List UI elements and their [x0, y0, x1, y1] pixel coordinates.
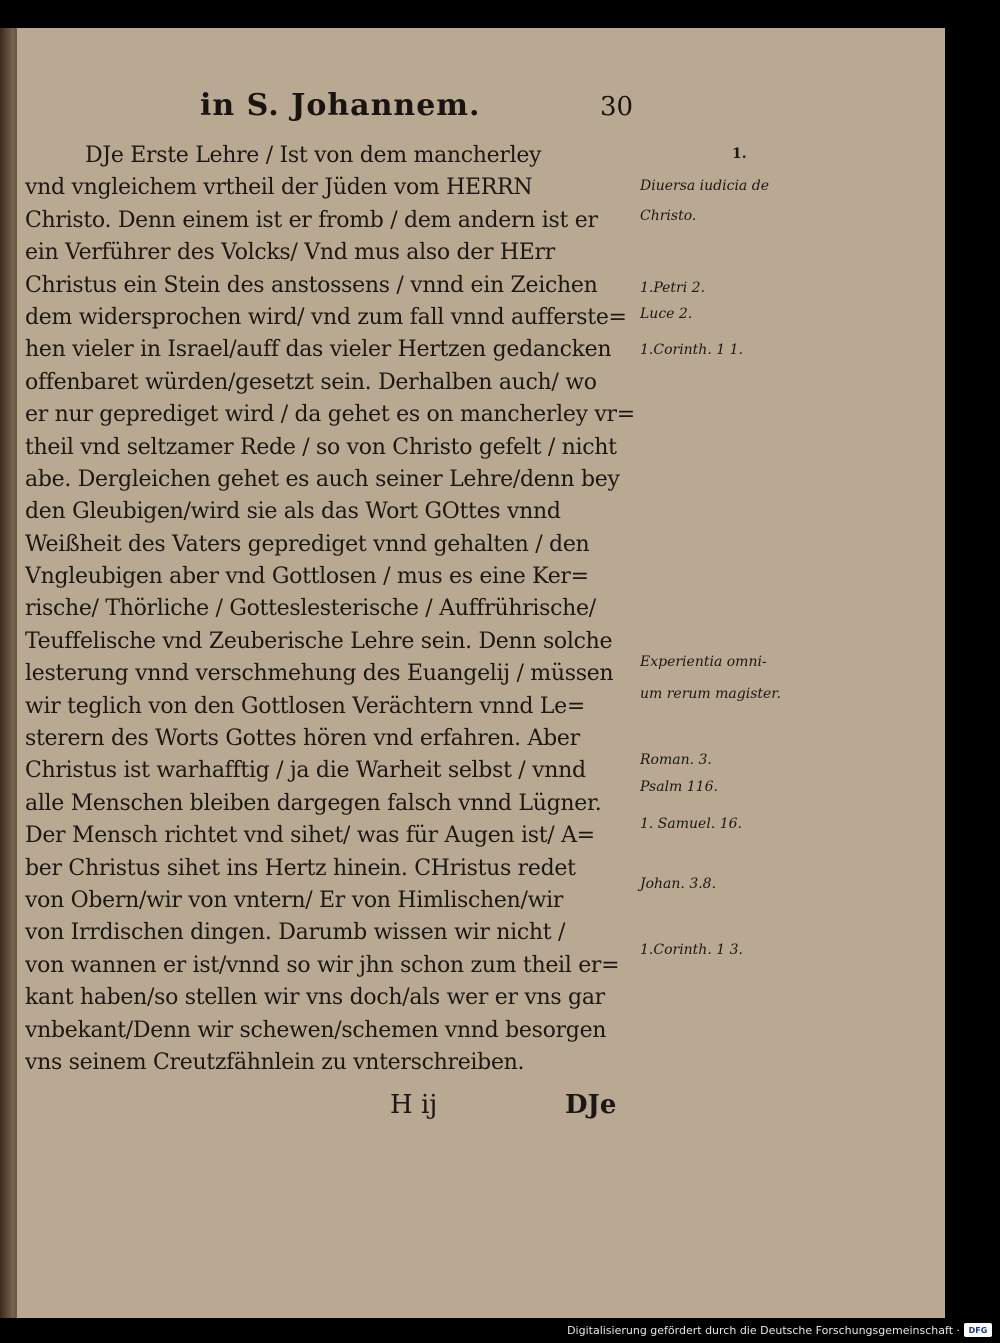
text-line: Christo. Denn einem ist er fromb / dem andern ist er — [25, 207, 598, 233]
text-line: von Obern/wir von vntern/ Er von Himlischen/wir — [25, 887, 564, 913]
body-text — [25, 140, 645, 1079]
signature-mark: H ij — [390, 1090, 438, 1120]
page-number: 30 — [600, 92, 634, 122]
margin-note: 1.Petri 2. — [640, 280, 706, 296]
text-line: vnbekant/Denn wir schewen/schemen vnnd besorgen — [25, 1017, 607, 1043]
running-head: in S. Johannem. — [200, 88, 481, 123]
text-line: Christus ein Stein des anstossens / vnnd ein Zeichen — [25, 272, 598, 298]
margin-note: Diuersa iudicia de — [640, 178, 769, 194]
text-line: hen vieler in Israel/auff das vieler Hertzen gedancken — [25, 337, 612, 363]
text-line: vnd vngleichem vrtheil der Jüden vom HERRN — [25, 175, 533, 201]
margin-note: Psalm 116. — [640, 779, 718, 795]
text-line: Teuffelische vnd Zeuberische Lehre sein. Denn solche — [25, 628, 613, 654]
text-line: offenbaret würden/gesetzt sein. Derhalben auch/ wo — [25, 369, 597, 395]
margin-note: Johan. 3.8. — [640, 876, 717, 892]
digitization-credit: Digitalisierung gefördert durch die Deutsche Forschungsgemeinschaft · — [567, 1324, 960, 1337]
text-line: DJe Erste Lehre / Ist von dem mancherley — [85, 143, 542, 168]
text-line: Vngleubigen aber vnd Gottlosen / mus es eine Ker= — [25, 564, 589, 590]
text-line: dem widersprochen wird/ vnd zum fall vnnd aufferste= — [25, 304, 627, 330]
margin-note: 1.Corinth. 1 3. — [640, 942, 743, 958]
text-line: den Gleubigen/wird sie als das Wort GOttes vnnd — [25, 499, 561, 525]
margin-note: um rerum magister. — [640, 686, 781, 702]
text-line: er nur geprediget wird / da gehet es on mancherley vr= — [25, 402, 635, 428]
text-line: kant haben/so stellen wir vns doch/als wer er vns gar — [25, 985, 605, 1011]
dfg-logo — [964, 1323, 992, 1337]
margin-note: Luce 2. — [640, 306, 693, 322]
dfg-logo-text: DFG — [968, 1325, 988, 1335]
text-line: lesterung vnnd verschmehung des Euangelij / müssen — [25, 661, 614, 687]
catchword: DJe — [565, 1090, 617, 1120]
text-line: von Irrdischen dingen. Darumb wissen wir nicht / — [25, 920, 566, 946]
text-line: rische/ Thörliche / Gotteslesterische / Auffrührische/ — [25, 596, 596, 622]
margin-note: 1.Corinth. 1 1. — [640, 342, 743, 358]
text-line: abe. Dergleichen gehet es auch seiner Lehre/denn bey — [25, 466, 620, 492]
text-line: ein Verführer des Volcks/ Vnd mus also der HErr — [25, 240, 555, 266]
text-line: Christus ist warhafftig / ja die Warheit selbst / vnnd — [25, 758, 586, 784]
text-line: sterern des Worts Gottes hören vnd erfahren. Aber — [25, 726, 580, 752]
margin-note: Christo. — [640, 208, 697, 224]
text-line: Der Mensch richtet vnd sihet/ was für Augen ist/ A= — [25, 823, 595, 849]
text-line: theil vnd seltzamer Rede / so von Christo gefelt / nicht — [25, 434, 617, 460]
text-line: Weißheit des Vaters geprediget vnnd gehalten / den — [25, 531, 590, 557]
text-line: von wannen er ist/vnnd so wir jhn schon zum theil er= — [25, 952, 620, 978]
margin-note: Experientia omni- — [640, 654, 767, 670]
margin-note: Roman. 3. — [640, 752, 712, 768]
text-line: ber Christus sihet ins Hertz hinein. CHristus redet — [25, 855, 576, 881]
margin-note-number: 1. — [732, 146, 747, 162]
text-line: wir teglich von den Gottlosen Verächtern vnnd Le= — [25, 693, 585, 719]
text-line: alle Menschen bleiben dargegen falsch vnnd Lügner. — [25, 790, 602, 816]
margin-note: 1. Samuel. 16. — [640, 816, 742, 832]
text-line: vns seinem Creutzfähnlein zu vnterschreiben. — [25, 1049, 525, 1075]
